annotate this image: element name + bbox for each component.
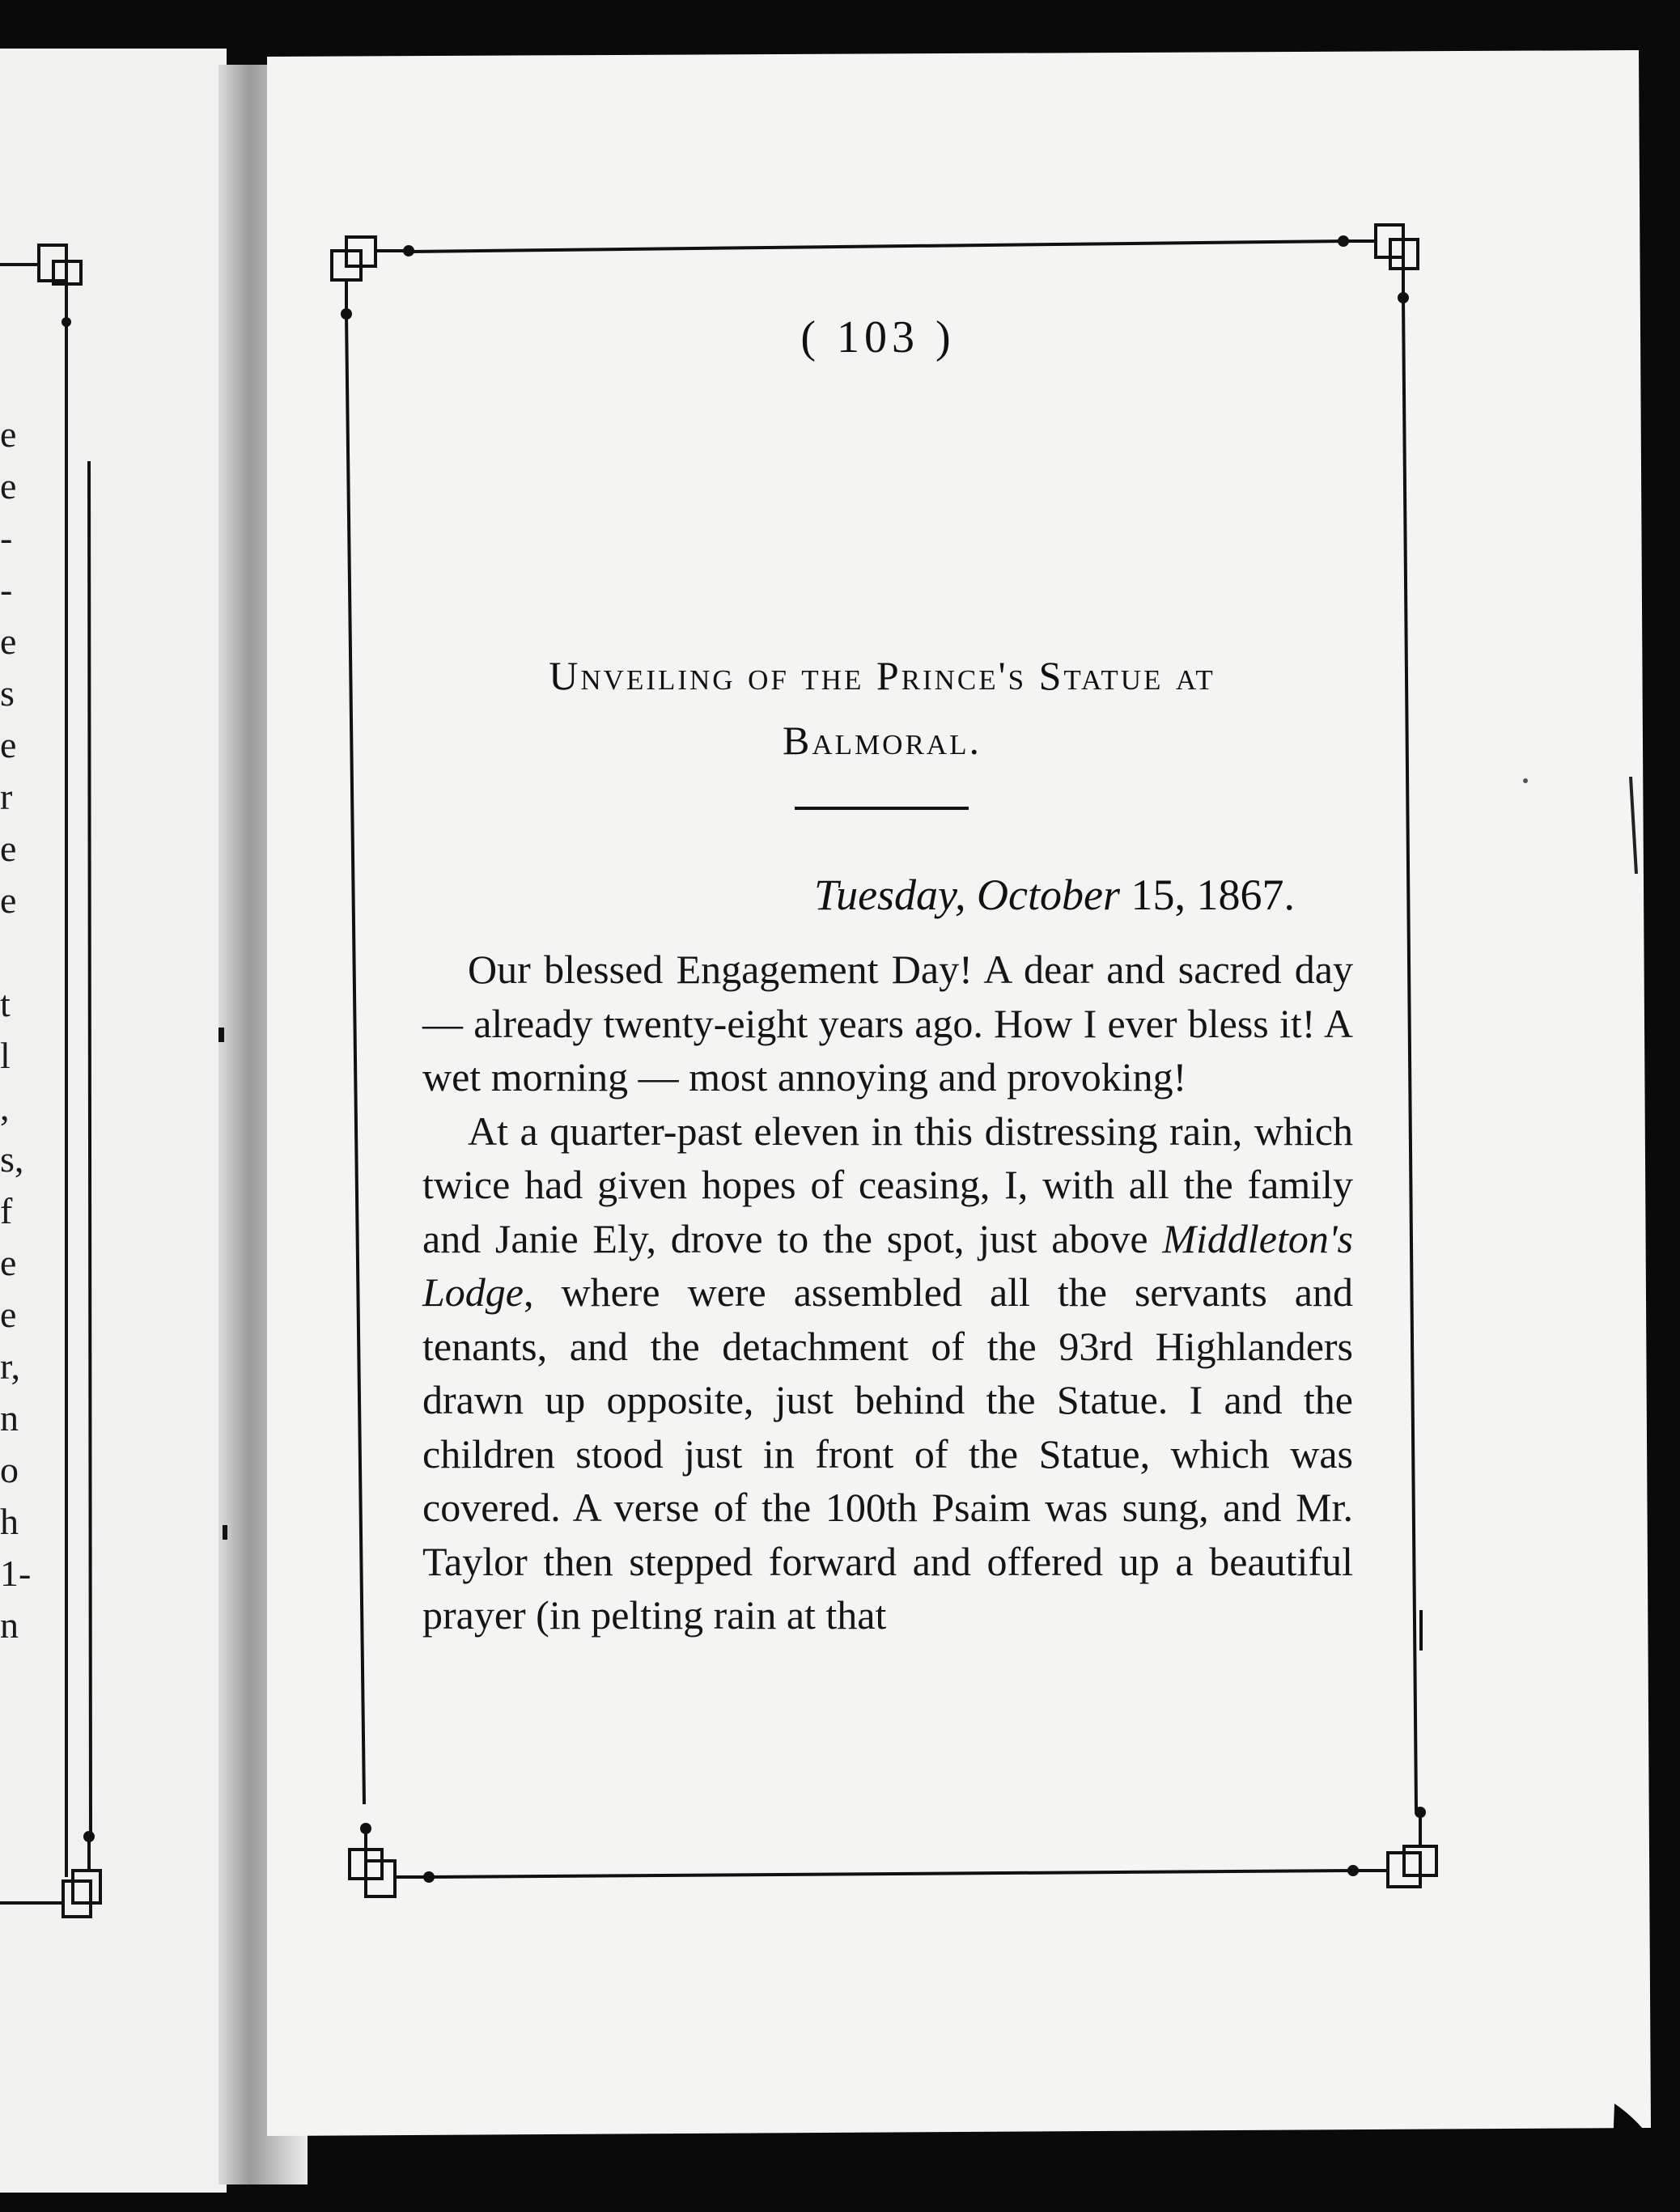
left-fragment: r,: [0, 1345, 20, 1387]
paragraph-2-rest: , where were assembled all the servants and tenants, and the detachment of the 93rd Highlanders drawn up opposite, just behind the Statue. I and the children stood just in front of the Statue, which was covered. A verse of the 100th Psaim was sung, and Mr. Taylor then stepped forward and offered up a beautiful prayer (in pelting rain at that: [422, 1269, 1353, 1638]
left-fragment: -: [0, 517, 13, 558]
left-fragment: [0, 926, 26, 978]
left-fragment: e: [0, 621, 17, 662]
left-fragment: s,: [0, 1138, 24, 1180]
dateline-day: Tuesday, October: [814, 871, 1120, 919]
left-fragment: s: [0, 672, 15, 714]
left-fragment: h: [0, 1501, 19, 1542]
left-fragment: e: [0, 413, 17, 455]
paragraph-1: Our blessed Engagement Day! A dear and sacred day — already twenty-eight years ago. How I ever bless it! A wet morning — most annoying and provoking!: [422, 947, 1353, 1100]
left-fragment: n: [0, 1397, 19, 1439]
left-fragment: r: [0, 776, 13, 817]
left-fragment: e: [0, 724, 17, 765]
title-rule: [795, 807, 969, 810]
left-fragment: ,: [0, 1087, 10, 1128]
chapter-title: [437, 643, 1327, 773]
left-fragment: l: [0, 1035, 11, 1076]
paragraph-2: [422, 1104, 1353, 1642]
left-fragment: e: [0, 1242, 17, 1283]
left-fragment: e: [0, 879, 17, 921]
dateline: [566, 870, 1295, 920]
dateline-year: 15, 1867.: [1131, 871, 1295, 919]
page-number: ( 103 ): [800, 312, 956, 362]
paragraph-2-start: At a quarter-past eleven in this distressing rain, which twice had given hopes of ceasing, I, with all the family and Janie Ely, drove to the spot, just above: [422, 1108, 1353, 1261]
left-fragment: e: [0, 465, 17, 506]
left-page: [0, 49, 227, 2193]
left-fragment: o: [0, 1449, 19, 1490]
left-fragment: 1-: [0, 1553, 32, 1594]
chapter-title-line-1: Unveiling of the Prince's Statue at: [549, 653, 1215, 698]
left-fragment: t: [0, 983, 11, 1024]
chapter-title-line-2: Balmoral.: [783, 718, 982, 763]
body-text: [422, 943, 1353, 1642]
left-fragment: e: [0, 1294, 17, 1335]
left-fragment: -: [0, 569, 13, 610]
paragraph-2-place-name: Middleton's Lodge: [422, 1215, 1353, 1315]
left-fragment: n: [0, 1604, 19, 1646]
left-page-line-endings: [0, 409, 32, 1651]
left-fragment: f: [0, 1190, 13, 1231]
left-fragment: e: [0, 828, 17, 869]
